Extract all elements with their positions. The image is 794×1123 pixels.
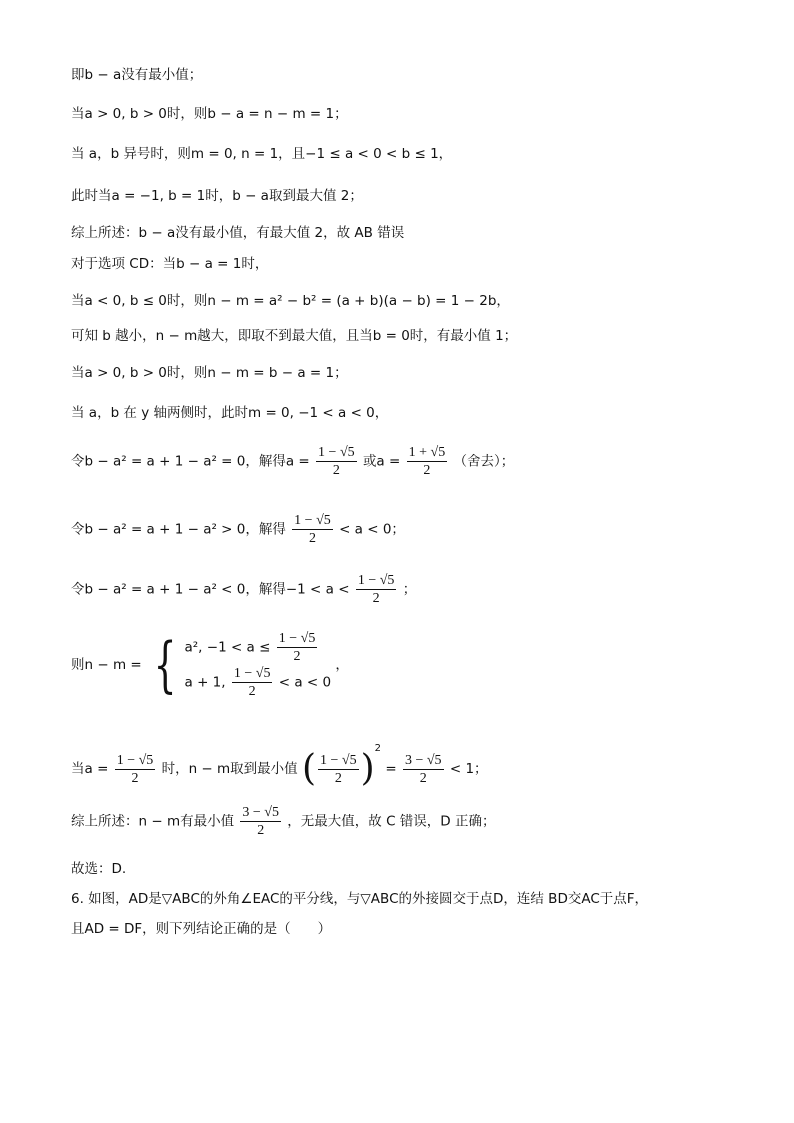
equation-2: 令b − a² = a + 1 − a² > 0，解得 $\frac{1 - √5}{2}$ < a < 0； — [71, 513, 405, 546]
answer-line: 故选：D. — [71, 861, 127, 877]
fraction: $\frac{1 - √5}{2}$ — [294, 513, 331, 546]
right-paren: ) — [360, 748, 375, 789]
piecewise-equation: 则n − m = { a², −1 < a ≤ $\frac{1 - √5}{2}$ a + 1, $\frac{1 - √5}{2}$ < a < 0 ， — [71, 630, 349, 700]
fraction: $\frac{1 - √5}{2}$ — [233, 666, 271, 699]
fraction: $\frac{1 - √5}{2}$ — [320, 752, 357, 786]
solution-line-8: 可知 b 越小，n − m越大，即取不到最大值，且当b = 0时，有最小值 1； — [71, 328, 518, 344]
fraction: $\frac{1 - √5}{2}$ — [357, 573, 395, 606]
solution-line-10: 当 a，b 在 y 轴两侧时，此时m = 0, −1 < a < 0， — [71, 405, 389, 421]
equation-1: 令b − a² = a + 1 − a² = 0，解得a = $\frac{1 - √5}{2}$ 或a = $\frac{1 + √5}{2}$ （舍去）； — [71, 445, 515, 478]
equation-3: 令b − a² = a + 1 − a² < 0，解得−1 < a < $\frac{1 - √5}{2}$ ； — [71, 573, 417, 606]
fraction: $\frac{1 - √5}{2}$ — [318, 445, 355, 478]
question-6-line-1: 6. 如图，AD是▽ABC的外角∠EAC的平分线，与▽ABC的外接圆交于点D，连结 BD交AC于点F， — [71, 891, 649, 907]
solution-line-6: 对于选项 CD：当b − a = 1时， — [71, 256, 269, 272]
solution-line-3: 当 a，b 异号时，则m = 0, n = 1，且−1 ≤ a < 0 < b ≤ 1， — [71, 146, 453, 162]
solution-line-9: 当a > 0, b > 0时，则n − m = b − a = 1； — [71, 365, 348, 381]
question-6-line-2: 且AD = DF，则下列结论正确的是（ ） — [71, 921, 332, 937]
equation-5: 当a = $\frac{1 - √5}{2}$ 时，n − m取到最小值 ( $\frac{1 - √5}{2}$ )$^2$ = $\frac{3 - √5}{2}$ < 1； — [71, 743, 488, 789]
case-2: a + 1, $\frac{1 - √5}{2}$ < a < 0 — [184, 666, 332, 699]
fraction: $\frac{1 + √5}{2}$ — [408, 445, 446, 478]
solution-line-2: 当a > 0, b > 0时，则b − a = n − m = 1； — [71, 106, 348, 122]
left-brace: { — [153, 630, 177, 700]
fraction: $\frac{1 - √5}{2}$ — [116, 752, 154, 786]
left-paren: ( — [301, 748, 317, 789]
solution-line-1: 即b − a没有最小值； — [71, 67, 203, 83]
case-1: a², −1 < a ≤ $\frac{1 - √5}{2}$ — [184, 631, 316, 664]
fraction: $\frac{1 - √5}{2}$ — [278, 631, 316, 664]
fraction: $\frac{3 - √5}{2}$ — [242, 805, 279, 838]
fraction: $\frac{3 - √5}{2}$ — [404, 752, 442, 786]
cases — [185, 630, 332, 700]
solution-line-5: 综上所述：b − a没有最小值，有最大值 2，故 AB 错误 — [71, 225, 405, 241]
equation-6: 综上所述：n − m有最小值 $\frac{3 - √5}{2}$ ，无最大值，故 C 错误，D 正确； — [71, 805, 496, 838]
solution-line-7: 当a < 0, b ≤ 0时，则n − m = a² − b² = (a + b)(a − b) = 1 − 2b， — [71, 293, 510, 309]
solution-line-4: 此时当a = −1, b = 1时，b − a取到最大值 2； — [71, 188, 363, 204]
